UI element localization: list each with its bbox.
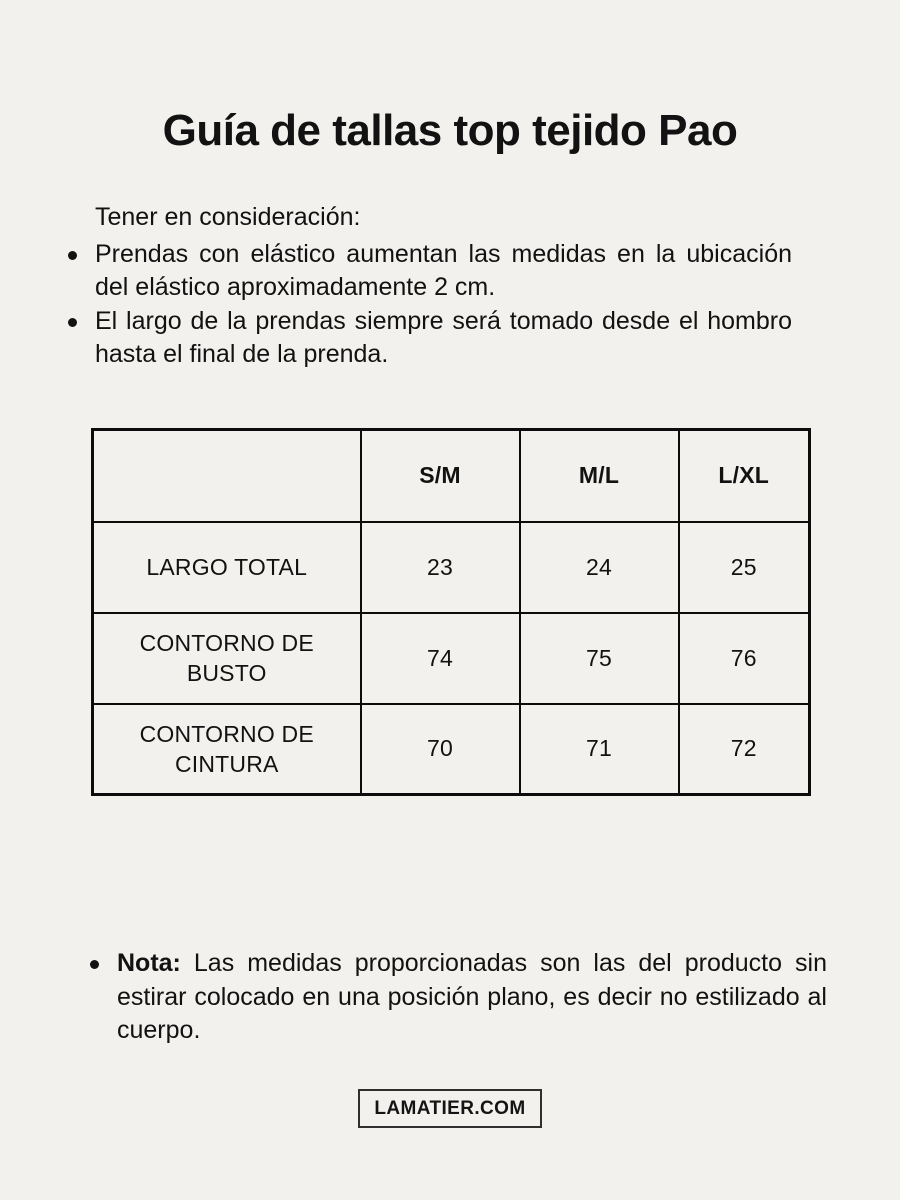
table-cell: 72	[679, 704, 810, 795]
column-header-sm: S/M	[361, 430, 520, 522]
row-label-cell	[93, 522, 361, 613]
table-row	[93, 704, 810, 795]
column-header-lxl: L/XL	[679, 430, 810, 522]
table-cell: 76	[679, 613, 810, 704]
table-cell: 70	[361, 704, 520, 795]
note-body: Las medidas proporcionadas son las del producto sin estirar colocado en una posición plano, es decir no estilizado al cuerpo.	[117, 949, 827, 1044]
table-cell: 25	[679, 522, 810, 613]
footer	[0, 1089, 900, 1128]
table-cell: 24	[520, 522, 679, 613]
list-item	[68, 238, 792, 305]
table-header-row	[93, 430, 810, 522]
note-label: Nota:	[117, 949, 181, 977]
table-row	[93, 522, 810, 613]
page-title: Guía de tallas top tejido Pao	[162, 106, 738, 155]
row-label: CONTORNO DE BUSTO	[139, 630, 314, 686]
bullet-icon	[68, 318, 77, 327]
considerations-section	[68, 201, 792, 372]
row-label-cell	[93, 704, 361, 795]
consideration-text: Prendas con elástico aumentan las medidas en la ubicación del elástico aproximadamente 2 cm.	[95, 239, 792, 301]
brand-badge: LAMATIER.COM	[358, 1089, 541, 1128]
table-cell: 71	[520, 704, 679, 795]
considerations-heading: Tener en consideración:	[95, 203, 361, 231]
row-label: LARGO TOTAL	[146, 554, 308, 580]
consideration-text: El largo de la prendas siempre será tomado desde el hombro hasta el final de la prenda.	[95, 306, 792, 368]
table-cell: 75	[520, 613, 679, 704]
row-label-cell	[93, 613, 361, 704]
bullet-icon	[68, 251, 77, 260]
table-cell: 74	[361, 613, 520, 704]
bullet-icon	[90, 960, 99, 969]
note-text	[117, 947, 827, 1048]
table-row	[93, 613, 810, 704]
table-cell: 23	[361, 522, 520, 613]
size-table	[91, 428, 811, 796]
row-label: CONTORNO DE CINTURA	[139, 720, 314, 777]
list-item	[68, 305, 792, 372]
table-corner-cell	[93, 430, 361, 522]
column-header-ml: M/L	[520, 430, 679, 522]
note-section	[90, 947, 827, 1048]
